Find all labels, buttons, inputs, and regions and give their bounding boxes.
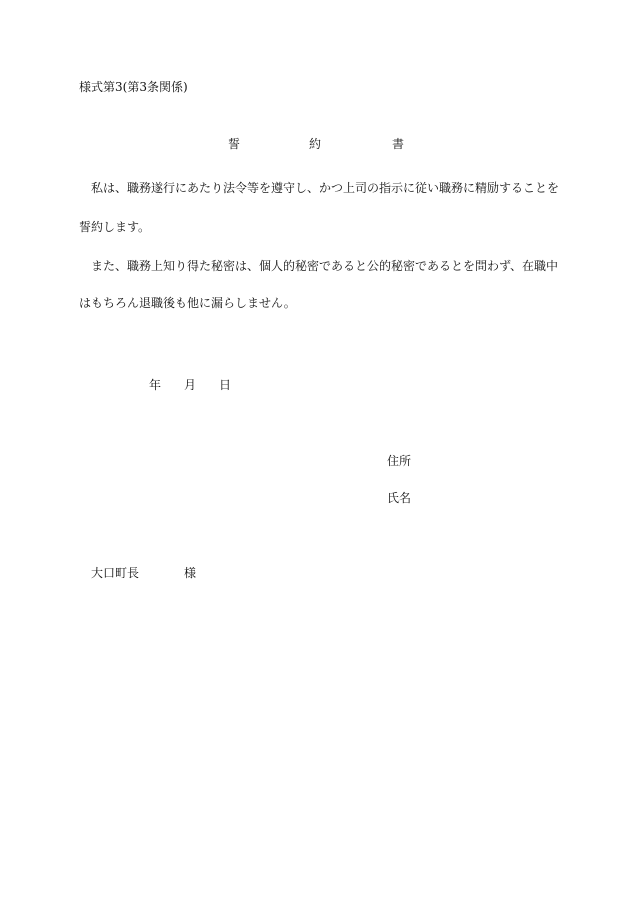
address-label: 住所 [387, 454, 412, 468]
date-day-label: 日 [219, 378, 232, 392]
pledge-paragraph-1-line-2: 誓約します。 [79, 220, 151, 234]
pledge-paragraph-2-line-1: また、職務上知り得た秘密は、個人的秘密であると公的秘密であるとを問わず、在職中 [91, 259, 559, 273]
form-number: 様式第3(第3条関係) [79, 80, 188, 94]
addressee-honorific: 様 [184, 566, 197, 580]
pledge-paragraph-2-line-2: はもちろん退職後も他に漏らしません。 [79, 296, 296, 310]
addressee-name: 大口町長 [91, 566, 140, 580]
title-char-1: 誓 [228, 137, 241, 151]
title-char-2: 約 [309, 137, 322, 151]
date-month-label: 月 [184, 378, 197, 392]
date-year-label: 年 [149, 378, 162, 392]
pledge-paragraph-1-line-1: 私は、職務遂行にあたり法令等を遵守し、かつ上司の指示に従い職務に精励することを [91, 181, 560, 195]
name-label: 氏名 [387, 491, 412, 505]
title-char-3: 書 [392, 137, 405, 151]
